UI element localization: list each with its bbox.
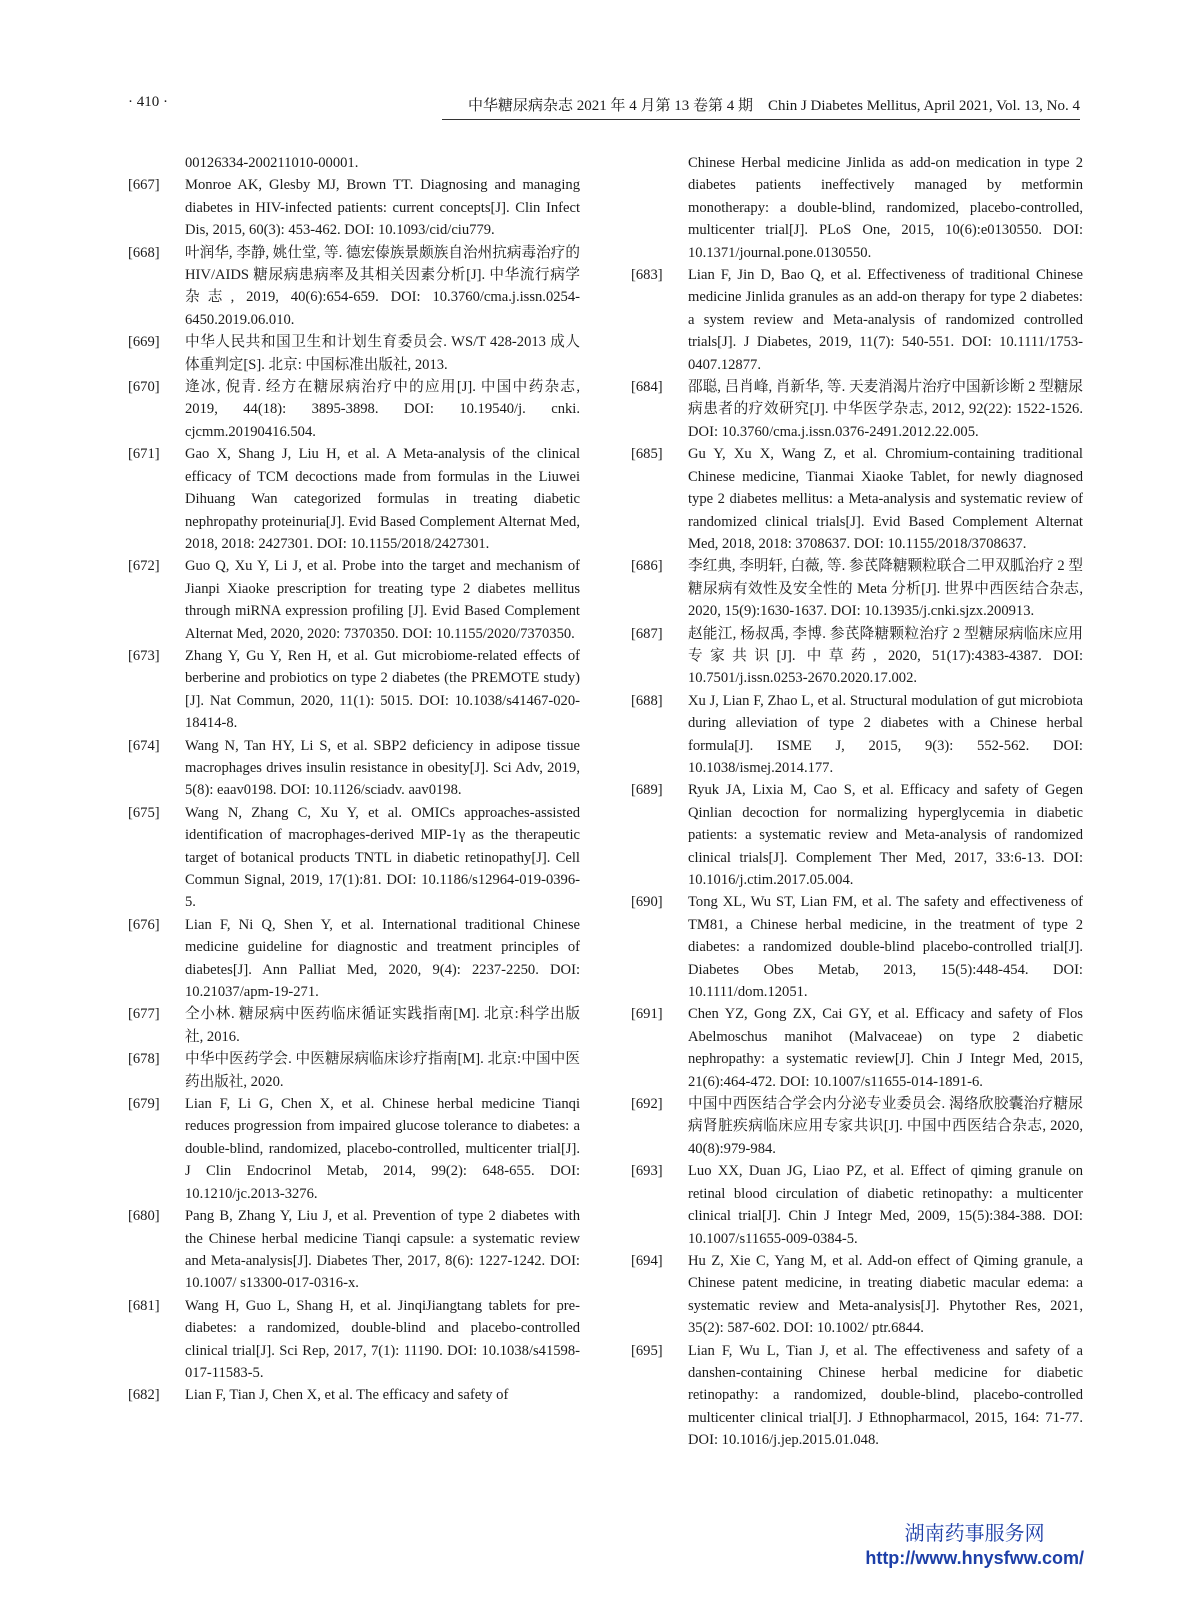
reference-item [631, 443, 1083, 555]
watermark-url[interactable]: http://www.hnysfww.com/ [865, 1548, 1084, 1568]
reference-text: Xu J, Lian F, Zhao L, et al. Structural modulation of gut microbiota during alleviation of type 2 diabetes with a Chinese herbal formula[J]. ISME J, 2015, 9(3): 552-562. DOI: 10.1038/ismej.2014.177. [688, 692, 1083, 776]
reference-item [128, 914, 580, 1004]
reference-continuation: 00126334-200211010-00001. [185, 155, 359, 171]
reference-text: Lian F, Wu L, Tian J, et al. The effectiveness and safety of a danshen-containing Chinese herbal medicine for diabetic retinopathy: a randomized, double-blind, placebo-controlled multicenter clinical trial[J]. J Ethnopharmacol, 2015, 164: 71-77. DOI: 10.1016/j.jep.2015.01.048. [688, 1342, 1083, 1449]
reference-item [128, 242, 580, 332]
reference-number: [675] [128, 804, 160, 821]
reference-number: [686] [631, 558, 663, 575]
reference-text: Tong XL, Wu ST, Lian FM, et al. The safety and effectiveness of TM81, a Chinese herbal medicine, in the treatment of type 2 diabetes: a randomized double-blind placebo-controlled trial[J]. Diabetes Obes Metab, 2013, 15(5):448-454. DOI: 10.1111/dom.12051. [688, 894, 1083, 1001]
reference-item [631, 1093, 1083, 1160]
reference-text: Wang N, Zhang C, Xu Y, et al. OMICs approaches-assisted identification of macrophages-derived MIP-1γ as the therapeutic target of botanical products TNTL in diabetic retinopathy[J]. Cell Commun Signal, 2019, 17(1):81. DOI: 10.1186/s12964-019-0396-5. [185, 804, 580, 911]
reference-item [631, 891, 1083, 1003]
reference-text: Gao X, Shang J, Liu H, et al. A Meta-analysis of the clinical efficacy of TCM decoctions made from formulas in the Liuwei Dihuang Wan categorized formulas in treating diabetic nephropathy proteinuria[J]. Evid Based Complement Alternat Med, 2018, 2018: 2427301. DOI: 10.1155/2018/2427301. [185, 446, 580, 552]
reference-item [128, 331, 580, 376]
site-watermark [865, 1520, 1084, 1570]
reference-number: [682] [128, 1387, 160, 1404]
reference-item [631, 1160, 1083, 1250]
reference-number: [668] [128, 244, 160, 261]
reference-text: 中国中西医结合学会内分泌专业委员会. 渴络欣胶囊治疗糖尿病肾脏疾病临床应用专家共识[J]. 中国中西医结合杂志, 2020, 40(8):979-984. [688, 1096, 1083, 1157]
reference-item [128, 1384, 580, 1406]
reference-number: [690] [631, 894, 663, 911]
journal-running-title: 中华糖尿病杂志 2021 年 4 月第 13 卷第 4 期 Chin J Diabetes Mellitus, April 2021, Vol. 13, No. 4 [468, 98, 1080, 114]
reference-text: 邵聪, 吕肖峰, 肖新华, 等. 天麦消渴片治疗中国新诊断 2 型糖尿病患者的疗效研究[J]. 中华医学杂志, 2012, 92(22): 1522-1526. DOI: 10.3760/cma.j.issn.0376-2491.2012.22.005. [688, 379, 1083, 440]
reference-text: Lian F, Ni Q, Shen Y, et al. International traditional Chinese medicine guideline for diagnostic and treatment principles of diabetes[J]. Ann Palliat Med, 2020, 9(4): 2237-2250. DOI: 10.21037/apm-19-271. [185, 916, 580, 1001]
reference-number: [670] [128, 379, 160, 396]
reference-number: [691] [631, 1006, 663, 1023]
reference-number: [680] [128, 1208, 160, 1225]
reference-item [631, 376, 1083, 443]
reference-number: [694] [631, 1252, 663, 1269]
reference-number: [672] [128, 558, 160, 575]
reference-number: [693] [631, 1163, 663, 1180]
reference-item [631, 623, 1083, 690]
reference-text: Lian F, Jin D, Bao Q, et al. Effectiveness of traditional Chinese medicine Jinlida granules as an add-on therapy for type 2 diabetes: a system review and Meta-analysis of randomized controlled trials[J]. J Diabetes, 2019, 11(7): 540-551. DOI: 10.1111/1753-0407.12877. [688, 267, 1083, 373]
reference-item [128, 645, 580, 735]
reference-text: Wang N, Tan HY, Li S, et al. SBP2 deficiency in adipose tissue macrophages drives insulin resistance in obesity[J]. Sci Adv, 2019, 5(8): eaav0198. DOI: 10.1126/sciadv. aav0198. [185, 737, 580, 799]
page-number: · 410 · [128, 94, 168, 110]
reference-text: Ryuk JA, Lixia M, Cao S, et al. Efficacy and safety of Gegen Qinlian decoction for normalizing hyperglycemia in diabetic patients: a systematic review and Meta-analysis of randomized clinical trials[J]. Complement Ther Med, 2017, 33:6-13. DOI: 10.1016/j.ctim.2017.05.004. [688, 782, 1083, 888]
reference-number: [685] [631, 446, 663, 463]
reference-text: 赵能江, 杨叔禹, 李博. 参芪降糖颗粒治疗 2 型糖尿病临床应用专家共识[J]. 中草药, 2020, 51(17):4383-4387. DOI: 10.7501/j.issn.0253-2670.2020.17.002. [688, 625, 1083, 687]
reference-item [631, 1340, 1083, 1452]
reference-text: 逄冰, 倪青. 经方在糖尿病治疗中的应用[J]. 中国中药杂志, 2019, 44(18): 3895-3898. DOI: 10.19540/j. cnki. cjcmm.20190416.504. [185, 379, 580, 440]
reference-continuation: Chinese Herbal medicine Jinlida as add-on medication in type 2 diabetes patients ineffectively managed by metformin monotherapy: a double-blind, randomized, placebo-controlled, multicenter trial[J]. PLoS One, 2015, 10(6):e0130550. DOI: 10.1371/journal.pone.0130550. [688, 155, 1083, 261]
reference-number: [687] [631, 625, 663, 642]
reference-number: [671] [128, 446, 160, 463]
reference-column-right [631, 152, 1083, 1452]
reference-item [631, 690, 1083, 780]
reference-number: [667] [128, 177, 160, 194]
reference-text: 叶润华, 李静, 姚仕堂, 等. 德宏傣族景颇族自治州抗病毒治疗的 HIV/AIDS 糖尿病患病率及其相关因素分析[J]. 中华流行病学杂志, 2019, 40(6):654-659. DOI: 10.3760/cma.j.issn.0254-6450.2019.06.010. [185, 244, 580, 328]
reference-text: 中华人民共和国卫生和计划生育委员会. WS/T 428-2013 成人体重判定[S]. 北京: 中国标准出版社, 2013. [185, 334, 580, 373]
reference-text: 李红典, 李明轩, 白薇, 等. 参芪降糖颗粒联合二甲双胍治疗 2 型糖尿病有效性及安全性的 Meta 分析[J]. 世界中西医结合杂志, 2020, 15(9):1630-1637. DOI: 10.13935/j.cnki.sjzx.200913. [688, 558, 1083, 620]
page-header [128, 94, 1080, 118]
reference-number: [674] [128, 737, 160, 754]
reference-text: 仝小林. 糖尿病中医药临床循证实践指南[M]. 北京:科学出版社, 2016. [185, 1006, 580, 1045]
reference-item [128, 174, 580, 241]
reference-item [128, 376, 580, 443]
reference-item [128, 1295, 580, 1385]
reference-number: [676] [128, 916, 160, 933]
reference-text: Hu Z, Xie C, Yang M, et al. Add-on effect of Qiming granule, a Chinese patent medicine, in treating diabetic macular edema: a systematic review and Meta-analysis[J]. Phytother Res, 2021, 35(2): 587-602. DOI: 10.1002/ ptr.6844. [688, 1252, 1083, 1337]
watermark-site-name: 湖南药事服务网 [904, 1521, 1045, 1545]
reference-item [631, 1003, 1083, 1093]
reference-item [128, 1205, 580, 1295]
header-rule [442, 119, 1080, 120]
reference-item [631, 1250, 1083, 1340]
reference-text: Lian F, Tian J, Chen X, et al. The efficacy and safety of [185, 1387, 509, 1404]
reference-text: Gu Y, Xu X, Wang Z, et al. Chromium-containing traditional Chinese medicine, Tianmai Xiaoke Tablet, for newly diagnosed type 2 diabetes mellitus: a Meta-analysis and systematic review of randomized clinical trials[J]. Evid Based Complement Alternat Med, 2018, 2018: 3708637. DOI: 10.1155/2018/3708637. [688, 446, 1083, 552]
reference-text: Pang B, Zhang Y, Liu J, et al. Prevention of type 2 diabetes with the Chinese herbal medicine Tianqi capsule: a systematic review and Meta-analysis[J]. Diabetes Ther, 2017, 8(6): 1227-1242. DOI: 10.1007/ s13300-017-0316-x. [185, 1208, 580, 1292]
reference-number: [677] [128, 1006, 160, 1023]
reference-text: Monroe AK, Glesby MJ, Brown TT. Diagnosing and managing diabetes in HIV-infected patients: current concepts[J]. Clin Infect Dis, 2015, 60(3): 453-462. DOI: 10.1093/cid/ciu779. [185, 177, 580, 239]
reference-number: [669] [128, 334, 160, 351]
reference-number: [681] [128, 1297, 160, 1314]
reference-item [128, 1093, 580, 1205]
reference-text: Chen YZ, Gong ZX, Cai GY, et al. Efficacy and safety of Flos Abelmoschus manihot (Malvaceae) on type 2 diabetic nephropathy: a systematic review[J]. Chin J Integr Med, 2015, 21(6):464-472. DOI: 10.1007/s11655-014-1891-6. [688, 1006, 1083, 1090]
reference-item [128, 1003, 580, 1048]
reference-item [128, 802, 580, 914]
reference-number: [683] [631, 267, 663, 284]
reference-item [128, 555, 580, 645]
reference-number: [695] [631, 1342, 663, 1359]
reference-text: Zhang Y, Gu Y, Ren H, et al. Gut microbiome-related effects of berberine and probiotics on type 2 diabetes (the PREMOTE study) [J]. Nat Commun, 2020, 11(1): 5015. DOI: 10.1038/s41467-020-18414-8. [185, 647, 580, 732]
reference-text: 中华中医药学会. 中医糖尿病临床诊疗指南[M]. 北京:中国中医药出版社, 2020. [185, 1051, 580, 1090]
reference-number: [688] [631, 692, 663, 709]
reference-text: Wang H, Guo L, Shang H, et al. JinqiJiangtang tablets for pre-diabetes: a randomized, double-blind and placebo-controlled clinical trial[J]. Sci Rep, 2017, 7(1): 11190. DOI: 10.1038/s41598-017-11583-5. [185, 1297, 580, 1381]
reference-number: [673] [128, 647, 160, 664]
reference-text: Luo XX, Duan JG, Liao PZ, et al. Effect of qiming granule on retinal blood circulation of diabetic retinopathy: a multicenter clinical trial[J]. Chin J Integr Med, 2009, 15(5):384-388. DOI: 10.1007/s11655-009-0384-5. [688, 1163, 1083, 1247]
reference-item [631, 779, 1083, 891]
reference-column-left [128, 152, 580, 1407]
reference-text: Guo Q, Xu Y, Li J, et al. Probe into the target and mechanism of Jianpi Xiaoke prescription for treating type 2 diabetes mellitus through miRNA expression profiling [J]. Evid Based Complement Alternat Med, 2020, 2020: 7370350. DOI: 10.1155/2020/7370350. [185, 558, 580, 642]
reference-item [128, 735, 580, 802]
reference-item [128, 443, 580, 555]
reference-item [631, 555, 1083, 622]
reference-number: [692] [631, 1096, 663, 1113]
reference-number: [679] [128, 1096, 160, 1113]
reference-item [128, 1048, 580, 1093]
reference-number: [689] [631, 782, 663, 799]
reference-text: Lian F, Li G, Chen X, et al. Chinese herbal medicine Tianqi reduces progression from impaired glucose tolerance to diabetes: a double-blind, randomized, placebo-controlled, multicenter trial[J]. J Clin Endocrinol Metab, 2014, 99(2): 648-655. DOI: 10.1210/jc.2013-3276. [185, 1096, 580, 1202]
reference-number: [684] [631, 379, 663, 396]
reference-item [631, 264, 1083, 376]
reference-number: [678] [128, 1051, 160, 1068]
